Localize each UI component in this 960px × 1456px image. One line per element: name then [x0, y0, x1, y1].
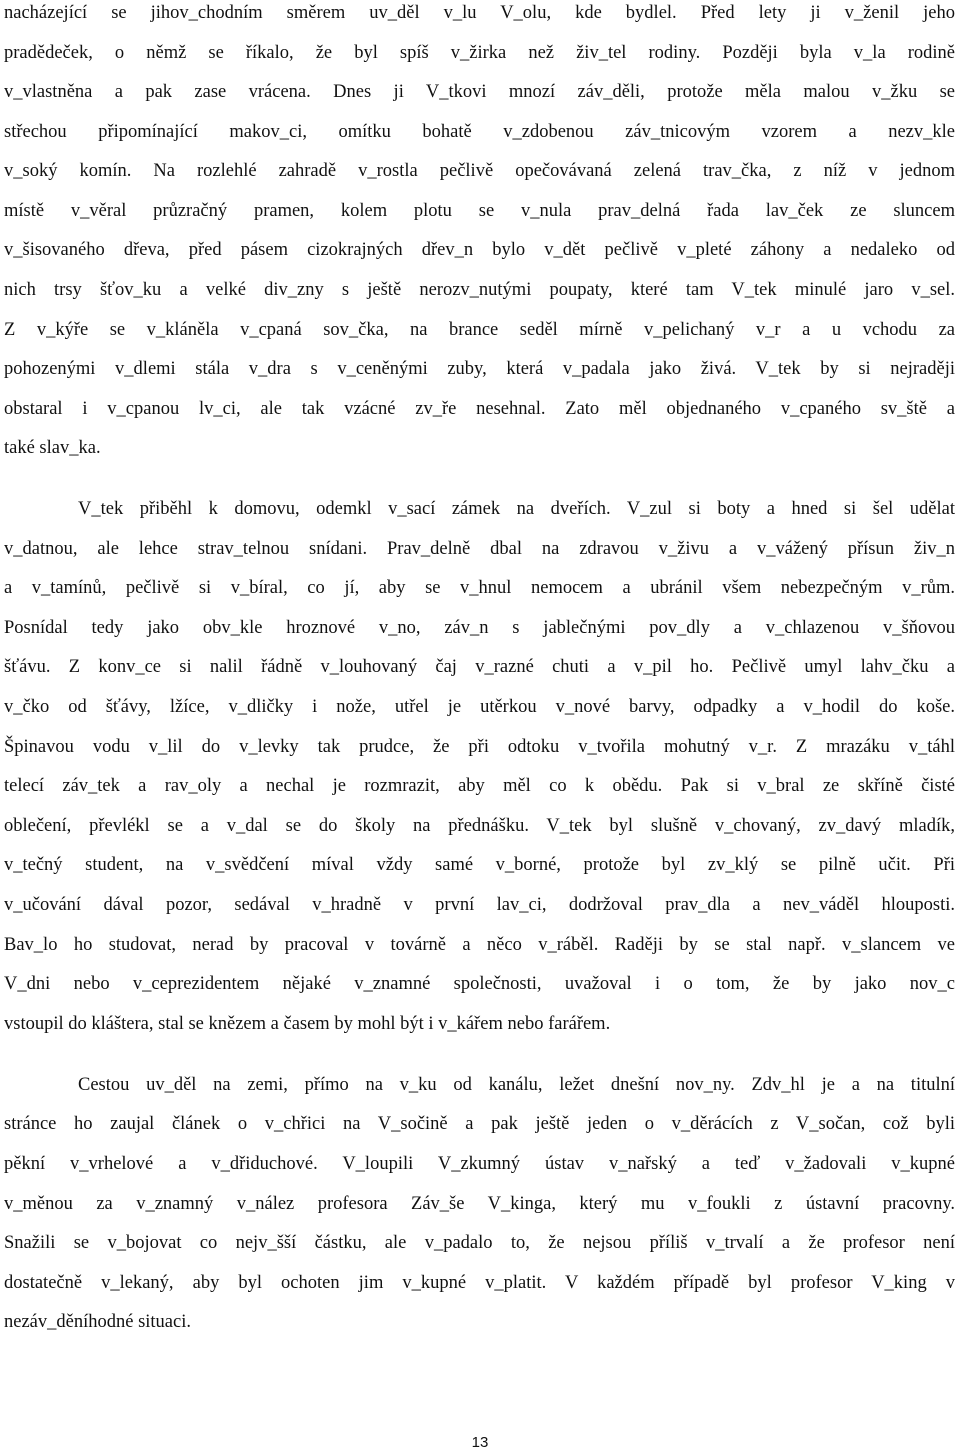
- text-line: stránce ho zaujal článek o v_chřici na V_sočině a pak ještě jeden o v_děrácích z V_sočan, což byli: [4, 1114, 955, 1134]
- text-line: oblečení, převlékl se a v_dal se do školy na přednášku. V_tek byl slušně v_chovaný, zv_davý mladík,: [4, 816, 955, 836]
- text-line: dostatečně v_lekaný, aby byl ochoten jim v_kupné v_platit. V každém případě byl profesor V_king v: [4, 1273, 955, 1293]
- text-line: nezáv_děníhodné situaci.: [4, 1312, 191, 1332]
- text-line: telecí záv_tek a rav_oly a nechal je rozmrazit, aby měl co k obědu. Pak si v_bral ze skříně čisté: [4, 776, 955, 796]
- text-line: a v_tamínů, pečlivě si v_bíral, co jí, aby se v_hnul nemocem a ubránil všem nebezpečným v_rům.: [4, 578, 955, 598]
- document-page: [4, 0, 955, 1456]
- text-line: vstoupil do kláštera, stal se knězem a časem by mohl být i v_kářem nebo farářem.: [4, 1014, 611, 1034]
- page-number: 13: [471, 1434, 489, 1451]
- text-line: v_čko od šťávy, lžíce, v_dličky i nože, utřel je utěrkou v_nové barvy, odpadky a v_hodil do koše.: [4, 697, 955, 717]
- text-line: Snažili se v_bojovat co nejv_šší částku, ale v_padalo to, že nejsou příliš v_trvalí a že profesor není: [4, 1233, 955, 1253]
- text-line: místě v_věral průzračný pramen, kolem plotu se v_nula prav_delná řada lav_ček ze sluncem: [4, 201, 955, 221]
- text-line: obstaral i v_cpanou lv_ci, ale tak vzácné zv_ře nesehnal. Zato měl objednaného v_cpaného sv_ště a: [4, 399, 955, 419]
- text-line: šťávu. Z konv_ce si nalil řádně v_louhovaný čaj v_razné chuti a v_pil ho. Pečlivě umyl lahv_čku a: [4, 657, 955, 677]
- text-line: střechou připomínající makov_ci, omítku bohatě v_zdobenou záv_tnicovým vzorem a nezv_kle: [4, 122, 955, 142]
- text-line: Bav_lo ho studovat, nerad by pracoval v továrně a něco v_ráběl. Raději by se stal např. v_slancem ve: [4, 935, 955, 955]
- text-line: v_soký komín. Na rozlehlé zahradě v_rostla pečlivě opečovávaná zelená trav_čka, z níž v jednom: [4, 161, 955, 181]
- text-line: v_měnou za v_znamný v_nález profesora Záv_še V_kinga, který mu v_foukli z ústavní pracovny.: [4, 1194, 955, 1214]
- text-line: pohozenými v_dlemi stála v_dra s v_ceněnými zuby, která v_padala jako živá. V_tek by si nejraději: [4, 359, 955, 379]
- text-line: Špinavou vodu v_lil do v_levky tak prudce, že při odtoku v_tvořila mohutný v_r. Z mrazáku v_táhl: [4, 737, 955, 757]
- text-line: v_vlastněna a pak zase vrácena. Dnes ji V_tkovi mnozí záv_děli, protože měla malou v_žku se: [4, 82, 955, 102]
- text-line: V_tek přiběhl k domovu, odemkl v_sací zámek na dveřích. V_zul si boty a hned si šel udělat: [78, 499, 955, 519]
- text-line: v_učování dával pozor, sedával v_hradně v první lav_ci, dodržoval prav_dla a nev_váděl hlouposti.: [4, 895, 955, 915]
- text-line: pradědeček, o němž se říkalo, že byl spíš v_žirka než živ_tel rodiny. Později byla v_la rodině: [4, 43, 955, 63]
- text-line: Z v_kýře se v_kláněla v_cpaná sov_čka, na brance seděl mírně v_pelichaný v_r a u vchodu za: [4, 320, 955, 340]
- text-line: v_datnou, ale lehce strav_telnou snídani. Prav_delně dbal na zdravou v_živu a v_vážený přísun živ_n: [4, 539, 955, 559]
- text-line: také slav_ka.: [4, 438, 101, 458]
- text-line: Posnídal tedy jako obv_kle hroznové v_no, záv_n s jablečnými pov_dly a v_chlazenou v_šňovou: [4, 618, 955, 638]
- text-line: v_tečný student, na v_svědčení míval vždy samé v_borné, protože byl zv_klý se pilně učit. Při: [4, 855, 955, 875]
- text-line: pěkní v_vrhelové a v_dřiduchové. V_loupili V_zkumný ústav v_nařský a teď v_žadovali v_kupné: [4, 1154, 955, 1174]
- text-line: nacházející se jihov_chodním směrem uv_děl v_lu V_olu, kde bydlel. Před lety ji v_ženil jeho: [4, 3, 955, 23]
- text-line: nich trsy šťov_ku a velké div_zny s ještě nerozv_nutými poupaty, které tam V_tek minulé jaro v_sel.: [4, 280, 955, 300]
- text-line: V_dni nebo v_ceprezidentem nějaké v_znamné společnosti, uvažoval i o tom, že by jako nov_c: [4, 974, 955, 994]
- text-line: Cestou uv_děl na zemi, přímo na v_ku od kanálu, ležet dnešní nov_ny. Zdv_hl je a na titulní: [78, 1075, 955, 1095]
- text-line: v_šisovaného dřeva, před pásem cizokrajných dřev_n bylo v_dět pečlivě v_pleté záhony a nedaleko od: [4, 240, 955, 260]
